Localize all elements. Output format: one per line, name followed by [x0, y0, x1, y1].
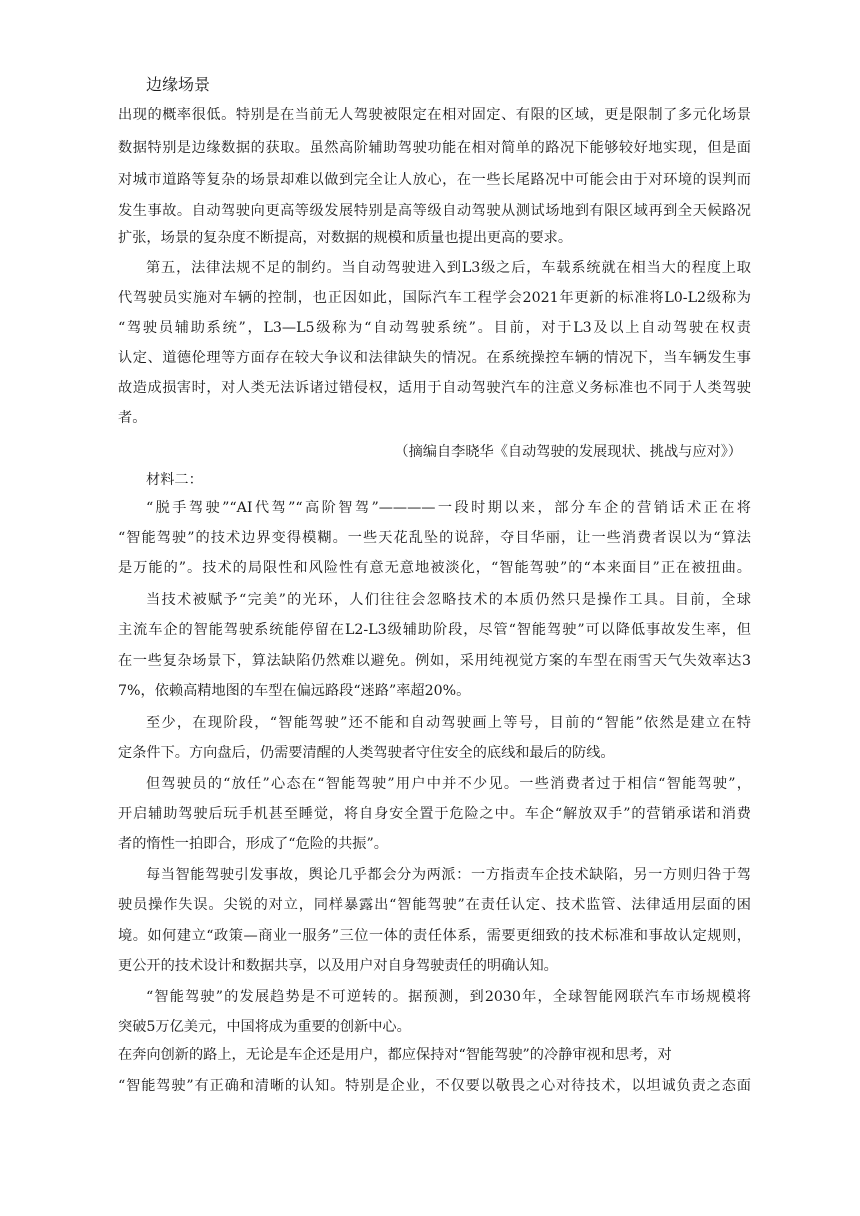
- paragraph-line: 代驾驶员实施对车辆的控制，也正因如此，国际汽车工程学会2021年更新的标准将L0-L2级称为: [118, 290, 751, 306]
- section-heading: 边缘场景: [146, 75, 211, 94]
- paragraph-line: 发生事故。自动驾驶向更高等级发展特别是高等级自动驾驶从测试场地到有限区域再到全天候路况: [118, 203, 751, 219]
- paragraph-line: 数据特别是边缘数据的获取。虽然高阶辅助驾驶功能在相对简单的路况下能够较好地实现，但是面: [118, 140, 751, 156]
- paragraph-line: 在一些复杂场景下，算法缺陷仍然难以避免。例如，采用纯视觉方案的车型在雨雪天气失效率达3: [118, 653, 751, 669]
- paragraph-line: 第五，法律法规不足的制约。当自动驾驶进入到L3级之后，车载系统就在相当大的程度上取: [146, 260, 751, 276]
- paragraph-line: 每当智能驾驶引发事故，舆论几乎都会分为两派：一方指责车企技术缺陷，另一方则归咎于驾: [146, 867, 751, 883]
- paragraph-line: 7%，依赖高精地图的车型在偏远路段“迷路”率超20%。: [118, 683, 471, 699]
- paragraph-line: 但驾驶员的“放任”心态在“智能驾驶”用户中并不少见。一些消费者过于相信“智能驾驶”，: [146, 776, 751, 792]
- paragraph-line: 出现的概率很低。特别是在当前无人驾驶被限定在相对固定、有限的区域，更是限制了多元化场景: [118, 107, 751, 123]
- paragraph-line: 故造成损害时，对人类无法诉诸过错侵权，适用于自动驾驶汽车的注意义务标准也不同于人类驾驶: [118, 380, 751, 396]
- paragraph-line: “智能驾驶”的发展趋势是不可逆转的。据预测，到2030年，全球智能网联汽车市场规模将: [146, 989, 751, 1005]
- paragraph-line: 开启辅助驾驶后玩手机甚至睡觉，将自身安全置于危险之中。车企“解放双手”的营销承诺和消费: [118, 806, 751, 822]
- paragraph-line: 境。如何建立“政策—商业一服务”三位一体的责任体系，需要更细致的技术标准和事故认定规则，: [118, 928, 751, 944]
- paragraph-line: “智能驾驶”的技术边界变得模糊。一些天花乱坠的说辞，夺目华丽，让一些消费者误以为“算法: [118, 530, 751, 546]
- paragraph-line: 者的惰性一拍即合，形成了“危险的共振”。: [118, 836, 388, 852]
- paragraph-line: 定条件下。方向盘后，仍需要清醒的人类驾驶者守住安全的底线和最后的防线。: [118, 745, 615, 761]
- paragraph-line: 当技术被赋予“完美”的光环，人们往往会忽略技术的本质仍然只是操作工具。目前，全球: [146, 592, 751, 608]
- paragraph-line: 更公开的技术设计和数据共享，以及用户对自身驾驶责任的明确认知。: [118, 958, 558, 974]
- paragraph-line: 在奔向创新的路上，无论是车企还是用户，都应保持对“智能驾驶”的冷静审视和思考，对: [118, 1047, 672, 1063]
- paragraph-line: 认定、道德伦理等方面存在较大争议和法律缺失的情况。在系统操控车辆的情况下，当车辆发生事: [118, 350, 751, 366]
- paragraph-line: 者。: [118, 410, 147, 426]
- source-citation: （摘编自李晓华《自动驾驶的发展现状、挑战与应对》）: [394, 444, 742, 460]
- paragraph-line: “脱手驾驶”“AI代驾”“高阶智驾”————一段时期以来，部分车企的营销话术正在将: [146, 500, 751, 516]
- paragraph-line: “智能驾驶”有正确和清晰的认知。特别是企业，不仅要以敬畏之心对待技术，以坦诚负责之态面: [118, 1078, 751, 1094]
- paragraph-line: 主流车企的智能驾驶系统能停留在L2-L3级辅助阶段，尽管“智能驾驶”可以降低事故发生率，但: [118, 622, 751, 638]
- paragraph-line: 驶员操作失误。尖锐的对立，同样暴露出“智能驾驶”在责任认定、技术监管、法律适用层面的困: [118, 897, 751, 913]
- paragraph-line: 至少，在现阶段，“智能驾驶”还不能和自动驾驶画上等号，目前的“智能”依然是建立在特: [146, 715, 751, 731]
- material-label: 材料二：: [146, 472, 203, 488]
- paragraph-line: 是万能的”。技术的局限性和风险性有意无意地被淡化，“智能驾驶”的“本来面目”正在被扭曲。: [118, 560, 751, 576]
- paragraph-line: 突破5万亿美元，中国将成为重要的创新中心。: [118, 1019, 411, 1035]
- paragraph-line: 扩张，场景的复杂度不断提高，对数据的规模和质量也提出更高的要求。: [118, 230, 573, 246]
- paragraph-line: 对城市道路等复杂的场景却难以做到完全让人放心，在一些长尾路况中可能会由于对环境的误判而: [118, 172, 751, 188]
- paragraph-line: “驾驶员辅助系统”，L3—L5级称为“自动驾驶系统”。目前，对于L3及以上自动驾驶在权责: [118, 320, 751, 336]
